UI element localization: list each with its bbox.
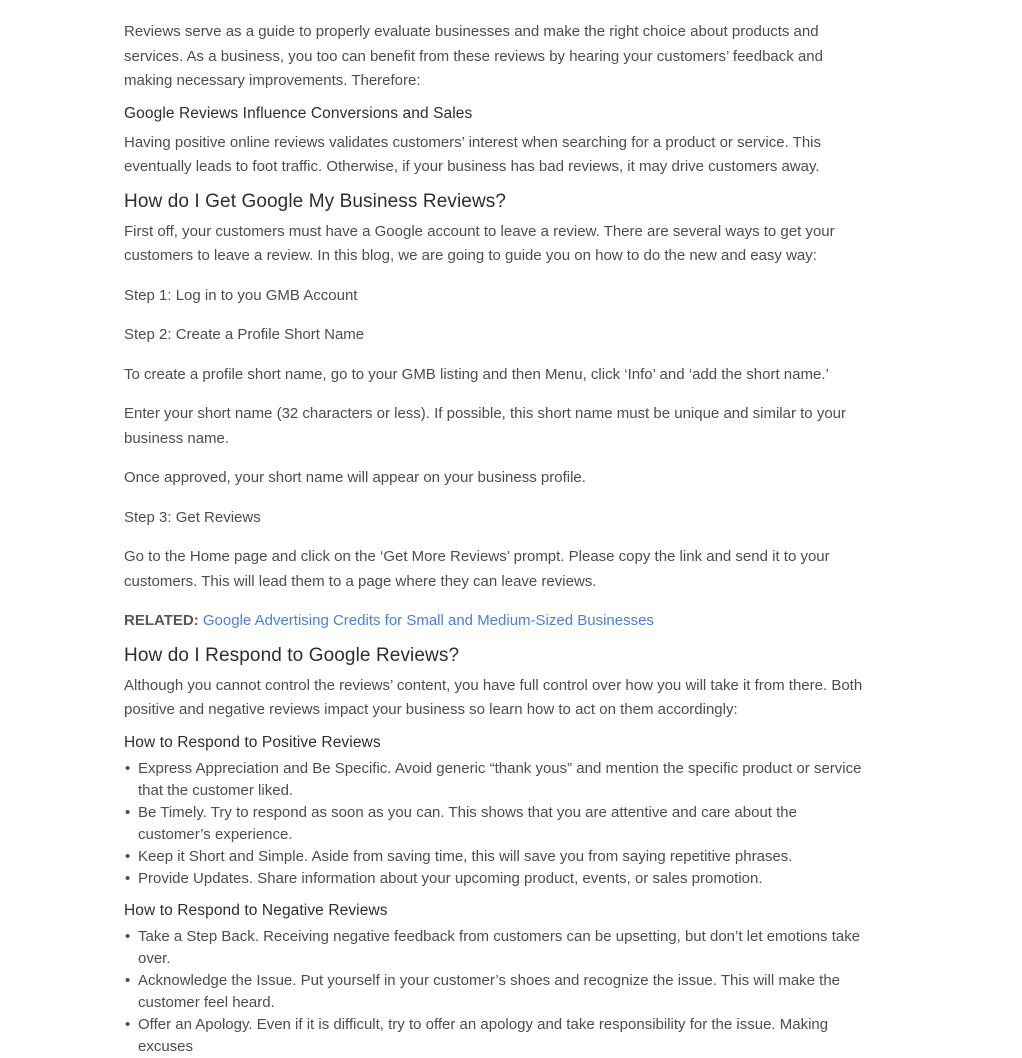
first-off-paragraph: First off, your customers must have a Google account to leave a review. There are several ways to get your customers to leave a review. In this blog, we are going to guide you on how to do the new and easy way: — [124, 222, 835, 264]
conversions-paragraph: Having positive online reviews validates customers’ interest when searching for a product or service. This eventually leads to foot traffic. Otherwise, if your business has bad reviews, it may drive customers away. — [124, 133, 821, 175]
list-item: • Acknowledge the Issue. Put yourself in your customer’s shoes and recognize the issue. This will make the customer feel heard. — [138, 970, 864, 1014]
negative-list — [124, 926, 864, 1058]
step-2: Step 2: Create a Profile Short Name — [124, 326, 365, 343]
list-item: • Offer an Apology. Even if it is difficult, try to offer an apology and take responsibility for the issue. Making excuses — [138, 1014, 864, 1058]
article-body — [124, 20, 864, 1058]
short-name-how-paragraph: To create a profile short name, go to your GMB listing and then Menu, click ‘Info’ and ‘add the short name.’ — [124, 365, 829, 383]
heading-get-reviews: How do I Get Google My Business Reviews? — [124, 190, 507, 212]
list-item: • Keep it Short and Simple. Aside from saving time, this will save you from saying repetitive phrases. — [138, 846, 864, 868]
once-approved-paragraph: Once approved, your short name will appear on your business profile. — [124, 469, 586, 486]
heading-conversions: Google Reviews Influence Conversions and Sales — [124, 104, 473, 122]
step-1: Step 1: Log in to you GMB Account — [124, 286, 358, 304]
list-item: • Express Appreciation and Be Specific. Avoid generic “thank yous” and mention the specific product or service that the customer liked. — [138, 758, 864, 802]
list-item: • Take a Step Back. Receiving negative feedback from customers can be upsetting, but don’t let emotions take over. — [138, 926, 864, 970]
list-item: • Provide Updates. Share information about your upcoming product, events, or sales promotion. — [138, 868, 864, 890]
step-3: Step 3: Get Reviews — [124, 508, 261, 526]
short-name-rules-paragraph: Enter your short name (32 characters or less). If possible, this short name must be unique and similar to your business name. — [124, 405, 846, 447]
related-line — [124, 609, 864, 634]
heading-positive: How to Respond to Positive Reviews — [124, 733, 381, 751]
respond-intro-paragraph: Although you cannot control the reviews’ content, you have full control over how you will take it from there. Both positive and negative reviews impact your business so learn how to act on them accordingly: — [124, 676, 863, 718]
related-label: RELATED: — [124, 612, 199, 629]
home-page-paragraph: Go to the Home page and click on the ‘Get More Reviews’ prompt. Please copy the link and send it to your customers. This will lead them to a page where they can leave reviews. — [124, 548, 830, 590]
related-article-link[interactable]: Google Advertising Credits for Small and Medium-Sized Businesses — [202, 612, 654, 629]
heading-negative: How to Respond to Negative Reviews — [124, 901, 388, 919]
list-item: • Be Timely. Try to respond as soon as you can. This shows that you are attentive and care about the customer’s experience. — [138, 802, 864, 846]
positive-list — [124, 758, 864, 890]
heading-respond: How do I Respond to Google Reviews? — [124, 644, 460, 666]
intro-paragraph: Reviews serve as a guide to properly evaluate businesses and make the right choice about products and services. As a business, you too can benefit from these reviews by hearing your customers’ feedback and making necessary improvements. Therefore: — [124, 23, 823, 89]
